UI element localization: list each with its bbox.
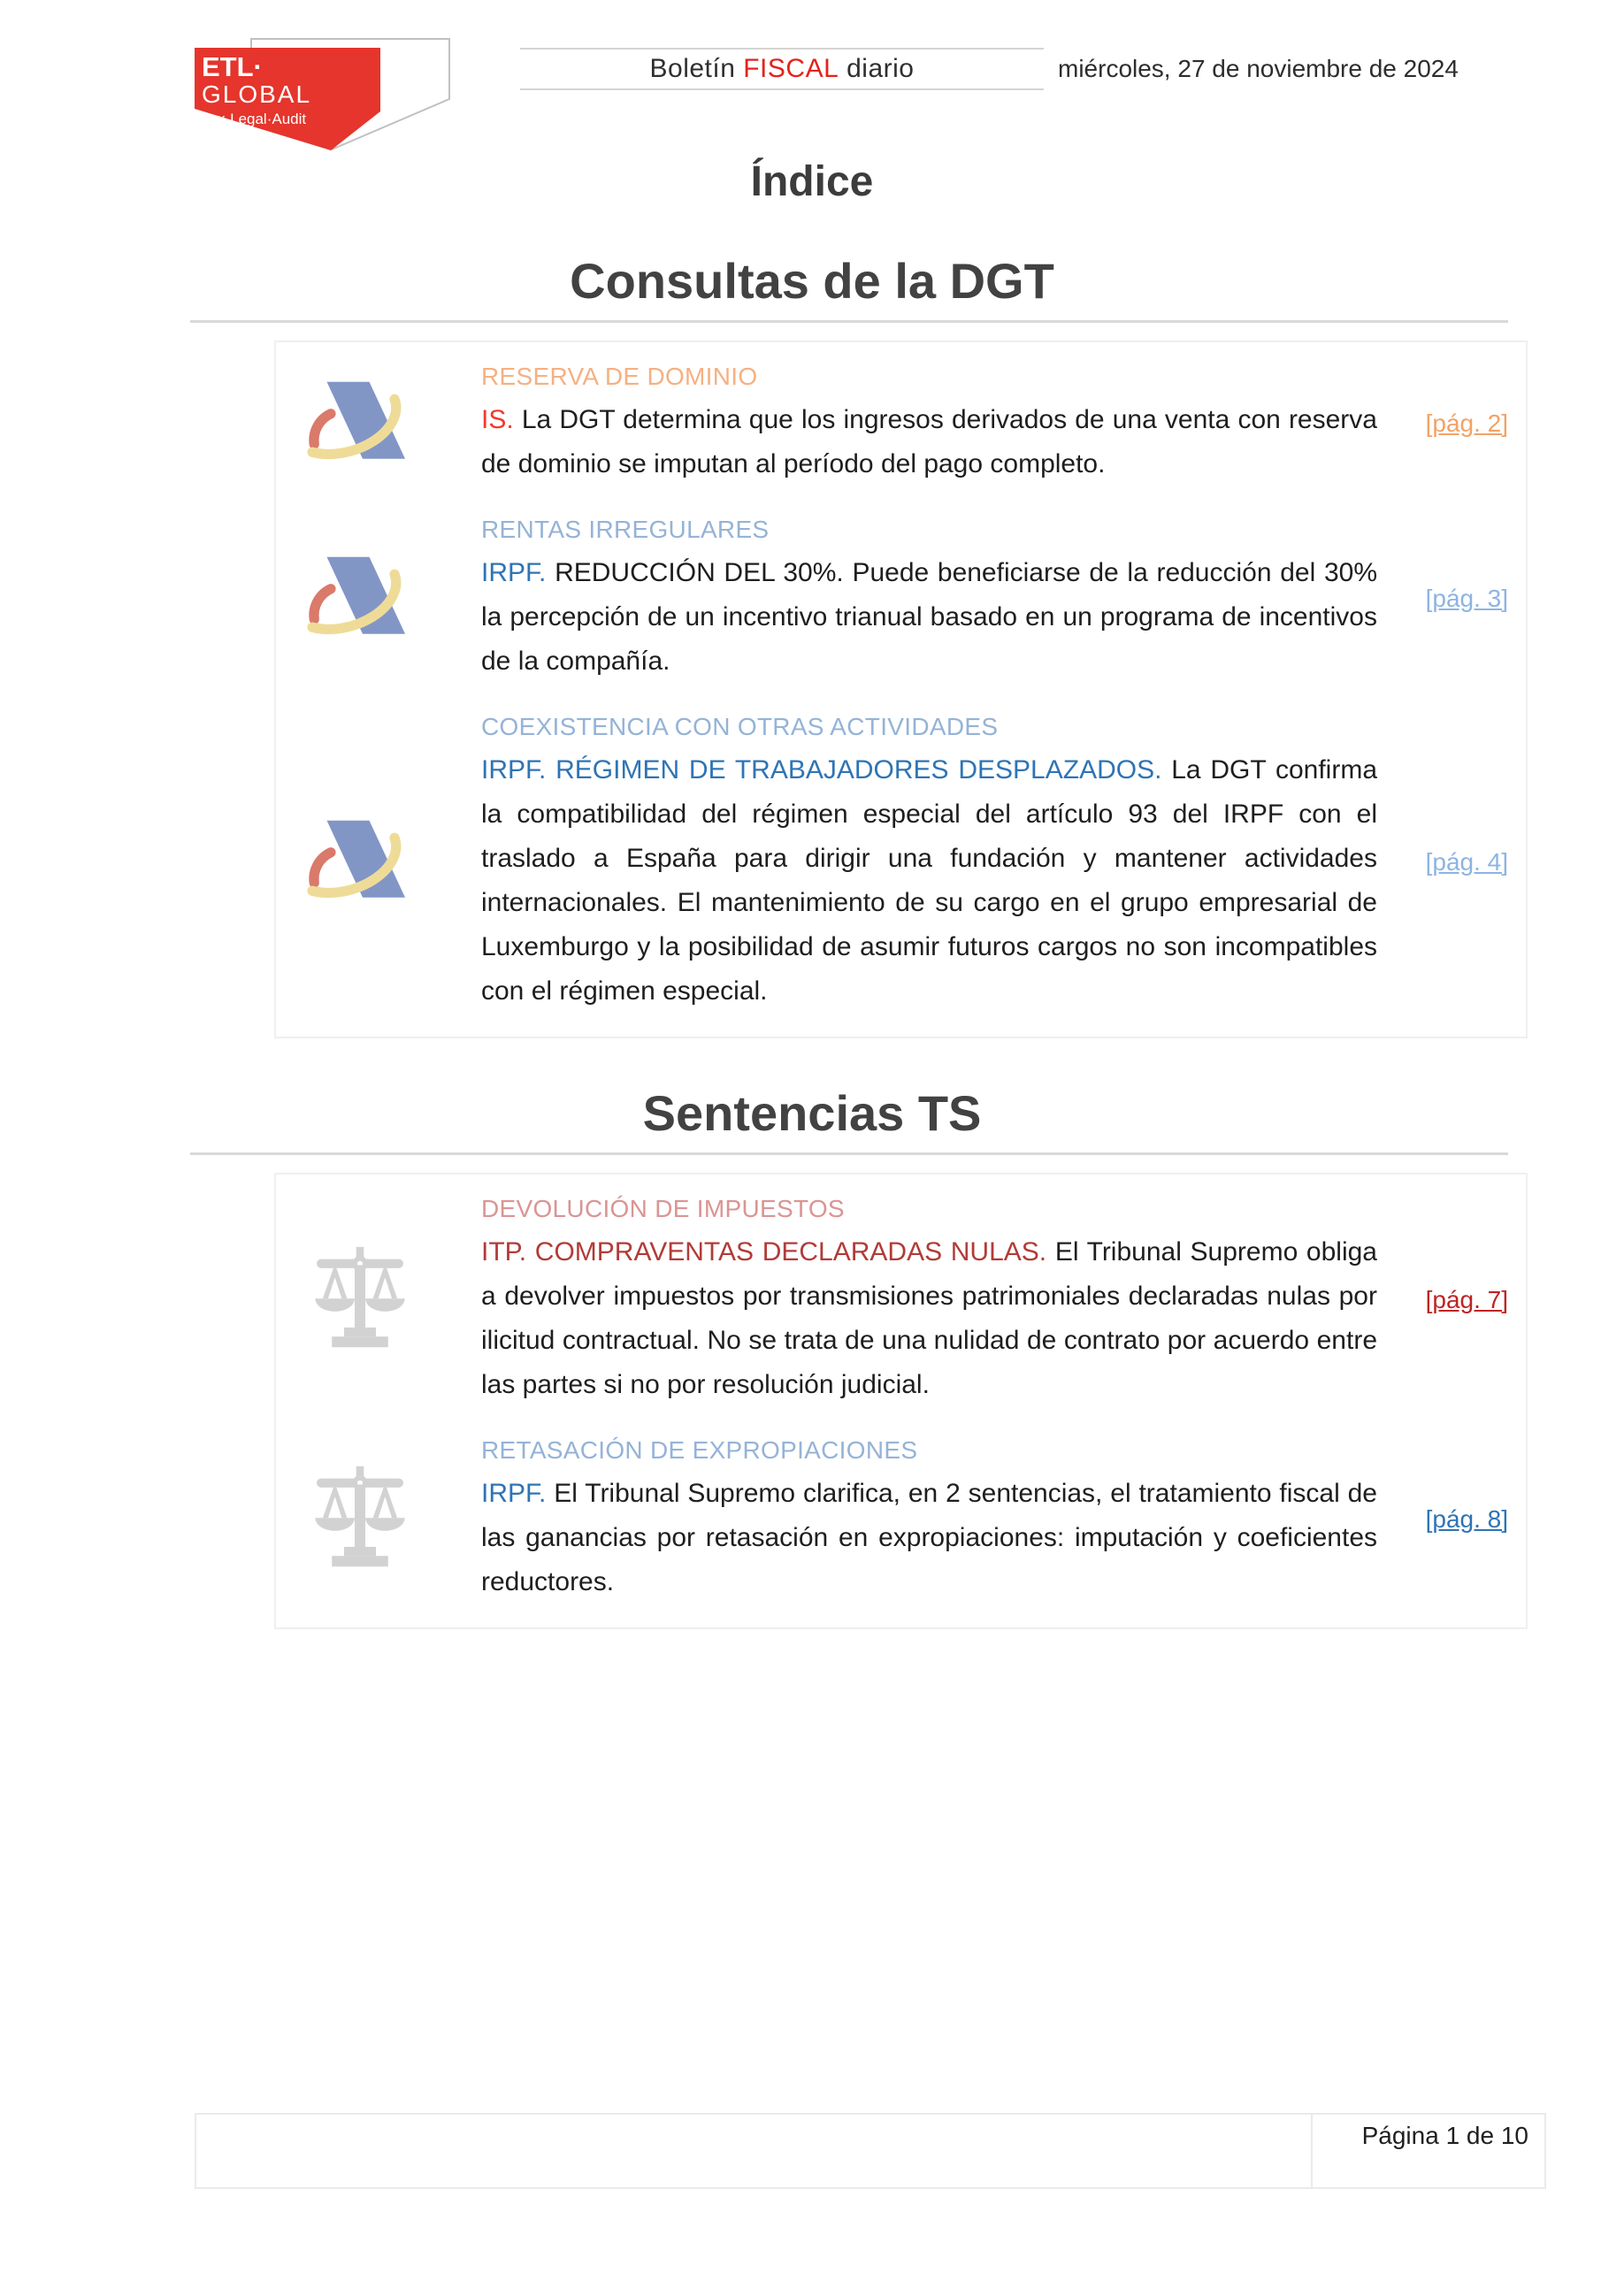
page-title: Índice [750, 158, 874, 205]
section-card-consultas [274, 341, 1528, 1038]
footer-spacer-cell [196, 2115, 1313, 2187]
item-text [481, 360, 1377, 486]
item-tax-label: IRPF. [481, 1479, 547, 1508]
item-text [481, 1192, 1377, 1407]
logo-tagline: Tax·Legal·Audit [202, 111, 307, 127]
bulletin-title-highlight: FISCAL [743, 54, 839, 83]
index-content [0, 157, 1624, 1629]
logo-line2: GLOBAL [202, 80, 312, 108]
etl-global-logo [188, 19, 471, 152]
item-summary-text: La DGT confirma la compatibilidad del régimen especial del artículo 93 del IRPF con el traslado a España para dirigir una fundación y mantener actividades internacionales. El mantenimiento de su cargo en el grupo empresarial de Luxemburgo y la posibilidad de asumir futuros cargos no son incompatibles con el régimen especial. [481, 755, 1378, 1006]
section-divider [190, 1152, 1508, 1155]
item-tax-label: ITP. COMPRAVENTAS DECLARADAS NULAS. [481, 1237, 1047, 1267]
page-ref-link[interactable]: [pág. 7] [1425, 1285, 1508, 1313]
item-ref-cell [1377, 1505, 1510, 1534]
item-topic: RETASACIÓN DE EXPROPIACIONES [481, 1436, 918, 1464]
item-summary [481, 1472, 1377, 1604]
page-footer [195, 2113, 1546, 2189]
item-text [481, 513, 1377, 684]
section-card-sentencias [274, 1173, 1528, 1629]
item-ref-cell [1377, 409, 1510, 438]
page-ref-link[interactable]: [pág. 2] [1425, 409, 1508, 437]
index-item-rentas-irregulares [294, 513, 1510, 684]
index-item-reserva-dominio [294, 360, 1510, 486]
item-tax-label: IRPF. [481, 558, 547, 587]
item-summary [481, 748, 1377, 1014]
bulletin-title-post: diario [839, 54, 915, 83]
page-ref-link[interactable]: [pág. 4] [1425, 847, 1508, 876]
item-ref-cell [1377, 1286, 1510, 1314]
page-number: Página 1 de 10 [1361, 2122, 1528, 2149]
item-summary [481, 551, 1377, 684]
item-topic: RESERVA DE DOMINIO [481, 363, 758, 390]
item-summary-text: La DGT determina que los ingresos derivados de una venta con reserva de dominio se imputan al período del pago completo. [481, 405, 1377, 478]
scales-icon [294, 1242, 426, 1358]
section-divider [190, 320, 1508, 323]
item-ref-cell [1377, 848, 1510, 876]
item-tax-label: IS. [481, 405, 514, 434]
item-summary-text: El Tribunal Supremo clarifica, en 2 sentencias, el tratamiento fiscal de las ganancias por retasación en expropiaciones: imputación y coeficientes reductores. [481, 1479, 1377, 1596]
bulletin-title-pre: Boletín [649, 54, 744, 83]
section-title-consultas-dgt: Consultas de la DGT [570, 253, 1054, 309]
etl-global-logo-icon [188, 19, 471, 152]
item-ref-cell [1377, 585, 1510, 613]
item-summary-text: REDUCCIÓN DEL 30%. Puede beneficiarse de la reducción del 30% la percepción de un incentivo trianual basado en un programa de incentivos de la compañía. [481, 558, 1377, 676]
scales-icon [294, 1461, 426, 1578]
page-ref-link[interactable]: [pág. 3] [1425, 584, 1508, 612]
item-topic: RENTAS IRREGULARES [481, 516, 770, 543]
item-text [481, 1434, 1377, 1604]
logo-line1: ETL· [202, 51, 263, 82]
header-date: miércoles, 27 de noviembre de 2024 [1058, 55, 1459, 82]
item-summary [481, 398, 1377, 486]
section-title-sentencias-ts: Sentencias TS [642, 1085, 982, 1141]
item-summary [481, 1230, 1377, 1407]
item-text [481, 710, 1377, 1014]
index-item-coexistencia [294, 710, 1510, 1014]
aeat-logo-icon [294, 371, 426, 476]
item-tax-label: IRPF. RÉGIMEN DE TRABAJADORES DESPLAZADOS. [481, 755, 1162, 784]
index-item-devolucion-impuestos [294, 1192, 1510, 1407]
page-ref-link[interactable]: [pág. 8] [1425, 1504, 1508, 1533]
item-summary-text: El Tribunal Supremo obliga a devolver impuestos por transmisiones patrimoniales declaradas nulas por ilicitud contractual. No se trata de una nulidad de contrato por acuerdo entre las partes si no por resolución judicial. [481, 1237, 1377, 1399]
aeat-logo-icon [294, 810, 426, 915]
item-topic: COEXISTENCIA CON OTRAS ACTIVIDADES [481, 713, 999, 740]
index-item-retasacion-expropiaciones [294, 1434, 1510, 1604]
aeat-logo-icon [294, 547, 426, 651]
item-topic: DEVOLUCIÓN DE IMPUESTOS [481, 1195, 845, 1222]
bulletin-title [520, 48, 1044, 90]
